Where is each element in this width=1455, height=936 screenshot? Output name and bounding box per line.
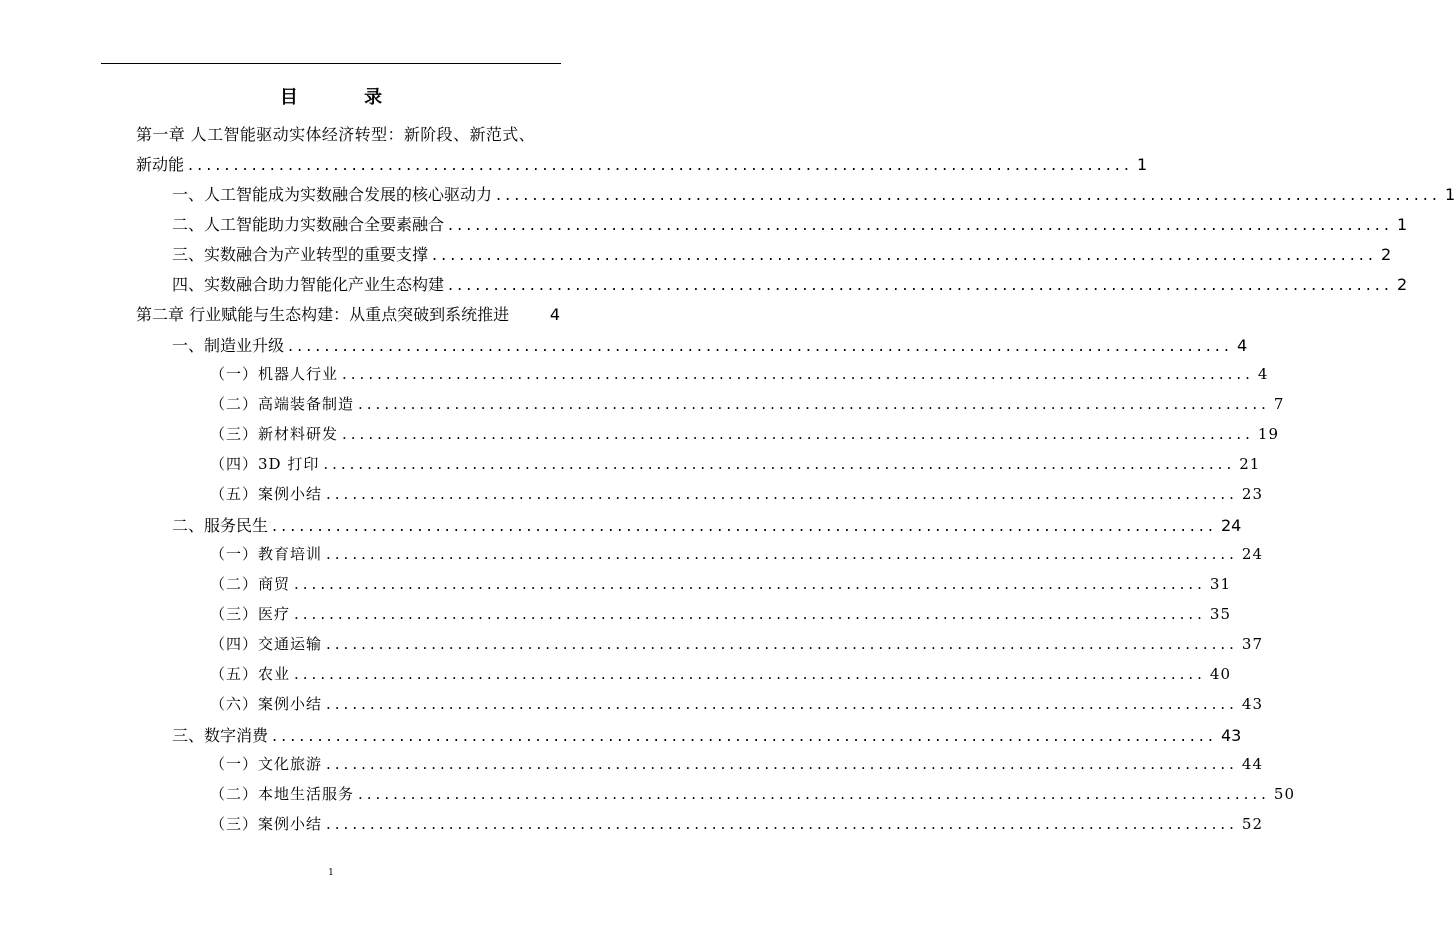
toc-entry-text: （一）教育培训 [210, 545, 323, 563]
toc-entry-text: （三）新材料研发 [210, 425, 339, 443]
toc-entry-page: 1 [1396, 215, 1408, 234]
toc-entry-text: （二）商贸 [210, 575, 291, 593]
toc-entry-text: 二、人工智能助力实数融合全要素融合 [172, 215, 445, 234]
leader-dots: ........................................................................................................ [188, 155, 1133, 174]
toc-entry-page: 7 [1273, 395, 1285, 413]
leader-dots: ........................................................................................................ [432, 245, 1377, 264]
leader-dots: ........................................................................................................ [294, 665, 1206, 683]
toc-entry[interactable] [210, 813, 1263, 834]
toc-entry-text: （四）交通运输 [210, 635, 323, 653]
toc-entry-page: 23 [1241, 485, 1263, 503]
toc-entry[interactable] [210, 603, 1231, 624]
toc-entry-page: 2 [1380, 245, 1392, 264]
toc-entry[interactable] [172, 723, 1242, 746]
toc-entry[interactable] [210, 543, 1263, 564]
toc-entry-text: 二、服务民生 [172, 516, 269, 535]
chapter-1-title-line1[interactable]: 第一章 人工智能驱动实体经济转型：新阶段、新范式、 [136, 125, 536, 144]
toc-entry-page: 37 [1241, 635, 1263, 653]
toc-entry[interactable] [172, 182, 1455, 205]
toc-entry[interactable] [210, 573, 1231, 594]
chapter-1-title-line2[interactable] [136, 152, 1148, 175]
toc-entry-page: 2 [1396, 275, 1408, 294]
toc-entry-text: 第二章 行业赋能与生态构建：从重点突破到系统推进 [136, 305, 510, 324]
toc-entry-text: （三）案例小结 [210, 815, 323, 833]
toc-entry-page: 4 [1236, 336, 1248, 355]
toc-entry-text: 新动能 [136, 155, 185, 174]
toc-entry-text: （一）文化旅游 [210, 755, 323, 773]
toc-entry-text: 四、实数融合助力智能化产业生态构建 [172, 275, 445, 294]
leader-dots: ........................................................................................................ [326, 545, 1238, 563]
toc-entry-page: 44 [1241, 755, 1263, 773]
toc-entry[interactable] [210, 453, 1261, 474]
toc-entry-page: 40 [1209, 665, 1231, 683]
leader-dots: ........................................................................................................ [358, 395, 1270, 413]
toc-entry-page: 19 [1257, 425, 1279, 443]
toc-entry-text: 三、实数融合为产业转型的重要支撑 [172, 245, 429, 264]
toc-entry-text: 一、人工智能成为实数融合发展的核心驱动力 [172, 185, 493, 204]
toc-entry-text: （五）案例小结 [210, 485, 323, 503]
leader-dots: ........................................................................................................ [272, 726, 1217, 745]
leader-dots: ........................................................................................................ [326, 755, 1238, 773]
toc-entry[interactable] [172, 333, 1248, 356]
toc-entry[interactable] [172, 242, 1392, 265]
toc-entry[interactable] [210, 423, 1279, 444]
toc-entry-text: （二）本地生活服务 [210, 785, 355, 803]
leader-dots: ........................................................................................................ [448, 215, 1393, 234]
leader-dots: ........................................................................................................ [288, 336, 1233, 355]
toc-entry-text: （一）机器人行业 [210, 365, 339, 383]
leader-dots: ........................................................................................................ [272, 516, 1217, 535]
leader-dots: ........................................................................................................ [294, 575, 1206, 593]
toc-entry[interactable] [210, 363, 1269, 384]
toc-title: 目 录 [279, 87, 413, 108]
toc-entry[interactable] [210, 693, 1263, 714]
toc-entry-text: 一、制造业升级 [172, 336, 285, 355]
toc-entry-text: （五）农业 [210, 665, 291, 683]
leader-dots: ........................................................................................................ [496, 185, 1441, 204]
toc-entry-text: （六）案例小结 [210, 695, 323, 713]
toc-entry[interactable] [210, 483, 1263, 504]
toc-entry-page: 1 [1136, 155, 1148, 174]
leader-dots: ........................................................................................................ [326, 485, 1238, 503]
leader-dots: ........................................................................................................ [448, 275, 1393, 294]
footer-page-number: 1 [328, 868, 334, 878]
toc-entry[interactable] [172, 513, 1242, 536]
toc-entry-page: 50 [1273, 785, 1295, 803]
leader-dots: ........................................................................................................ [342, 365, 1254, 383]
toc-entry-text: （三）医疗 [210, 605, 291, 623]
toc-entry[interactable] [210, 753, 1263, 774]
leader-dots: ........................................................................................................ [326, 815, 1238, 833]
leader-dots: ........................................................................................................ [326, 695, 1238, 713]
toc-entry-text: （二）高端装备制造 [210, 395, 355, 413]
toc-entry-page: 35 [1209, 605, 1231, 623]
toc-entry-text: 三、数字消费 [172, 726, 269, 745]
leader-dots: ........................................................................................................ [358, 785, 1270, 803]
toc-entry-page: 31 [1209, 575, 1231, 593]
toc-entry[interactable] [172, 212, 1408, 235]
toc-entry[interactable] [210, 663, 1231, 684]
toc-entry-page: 52 [1241, 815, 1263, 833]
toc-entry-page: 24 [1241, 545, 1263, 563]
toc-entry-page: 43 [1220, 726, 1242, 745]
toc-entry[interactable] [210, 633, 1263, 654]
toc-entry[interactable] [172, 272, 1408, 295]
toc-entry-page: 1 [1444, 185, 1455, 204]
leader-dots: ........................................................................................................ [342, 425, 1254, 443]
toc-entry-text: （四）3D 打印 [210, 455, 320, 473]
leader-dots: ........................................................................................................ [326, 635, 1238, 653]
header-rule [101, 63, 561, 64]
chapter-2-title[interactable] [136, 302, 560, 325]
toc-entry[interactable] [210, 783, 1295, 804]
leader-dots: ........................................................................................................ [294, 605, 1206, 623]
toc-entry-page: 24 [1220, 516, 1242, 535]
toc-entry-page: 4 [1257, 365, 1269, 383]
toc-entry-page: 21 [1239, 455, 1261, 473]
toc-entry[interactable] [210, 393, 1285, 414]
toc-entry-page: 43 [1241, 695, 1263, 713]
toc-entry-page: 4 [549, 305, 560, 324]
leader-dots: ........................................................................................................ [323, 455, 1236, 473]
